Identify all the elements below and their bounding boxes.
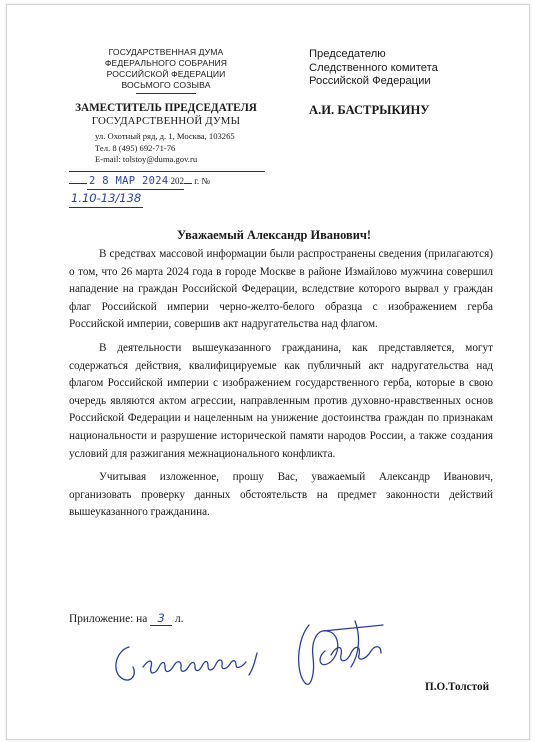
year-letter: г. (194, 176, 200, 186)
addressee-name: А.И. БАСТРЫКИНУ (309, 102, 430, 117)
registration-line (69, 173, 279, 205)
addressee-block (309, 48, 509, 117)
number-sign: № (201, 176, 210, 186)
greeting: Уважаемый Александр Иванович! (177, 228, 371, 242)
org-line: ГОСУДАРСТВЕННАЯ ДУМА (108, 47, 224, 57)
divider (136, 93, 196, 94)
signature-mark (283, 611, 423, 695)
sender-address: ул. Охотный ряд, д. 1, Москва, 103265 (95, 131, 235, 141)
signature-area (107, 617, 427, 701)
attachment-unit: л. (175, 613, 184, 625)
body-paragraph: В средствах массовой информации были распространены сведения (прилагаются) о том, что 26 марта 2024 года в городе Москве в районе Измайлово мужчина совершил нападение на граждан Российской Федерации, вследствие которого вырвал у граждан флаг Российской империи черно-желто-белого образца с изображением герба Российской империи, совершив акт надругательства над флагом. (69, 248, 493, 331)
signer-name: П.О.Толстой (425, 681, 490, 693)
sender-subtitle: ГОСУДАРСТВЕННОЙ ДУМЫ (91, 115, 241, 127)
sender-phone: Тел. 8 (495) 692-71-76 (95, 142, 176, 153)
letterhead (57, 47, 275, 166)
organization-name (57, 47, 275, 91)
registration-number: 1.10-13/138 (71, 191, 142, 205)
body-paragraph: В деятельности вышеуказанного гражданина, как представляется, могут содержаться действия, квалифицируемые как публичный акт надругательства над флагом Российской империи с изображением государственного герба, которые в свою очередь являются актом агрессии, направленным против духовно-нравственных основ Российской Федерации и нацеленным на унижение достоинства граждан по признакам национальности и разрушение исторической памяти народов России, а также создания условий для разжигания межнационального конфликта. (69, 341, 493, 460)
year-prefix: 202 (170, 173, 184, 190)
attachment-count: 3 (150, 611, 172, 626)
sender-contacts (95, 131, 275, 166)
body-paragraph: Учитывая изложенное, прошу Вас, уважаемый Александр Иванович, организовать проверку данных обстоятельств на предмет законности действий вышеуказанного гражданина. (69, 471, 493, 519)
org-line: РОССИЙСКОЙ ФЕДЕРАЦИИ (106, 69, 226, 79)
attachment-label: Приложение: на (69, 613, 148, 625)
addressee-line: Российской Федерации (309, 75, 431, 87)
date-stamp: 2 8 МАР 2024 (89, 175, 169, 187)
sender-email: E-mail: tolstoy@duma.gov.ru (95, 154, 198, 164)
letter-body (69, 246, 493, 528)
letter-page (6, 4, 530, 740)
divider (69, 171, 265, 172)
addressee-line: Следственного комитета (309, 61, 438, 74)
addressee-line: Председателю (309, 48, 386, 60)
org-line: ВОСЬМОГО СОЗЫВА (121, 80, 211, 90)
sender-title: ЗАМЕСТИТЕЛЬ ПРЕДСЕДАТЕЛЯ (75, 102, 257, 114)
org-line: ФЕДЕРАЛЬНОГО СОБРАНИЯ (104, 58, 228, 68)
